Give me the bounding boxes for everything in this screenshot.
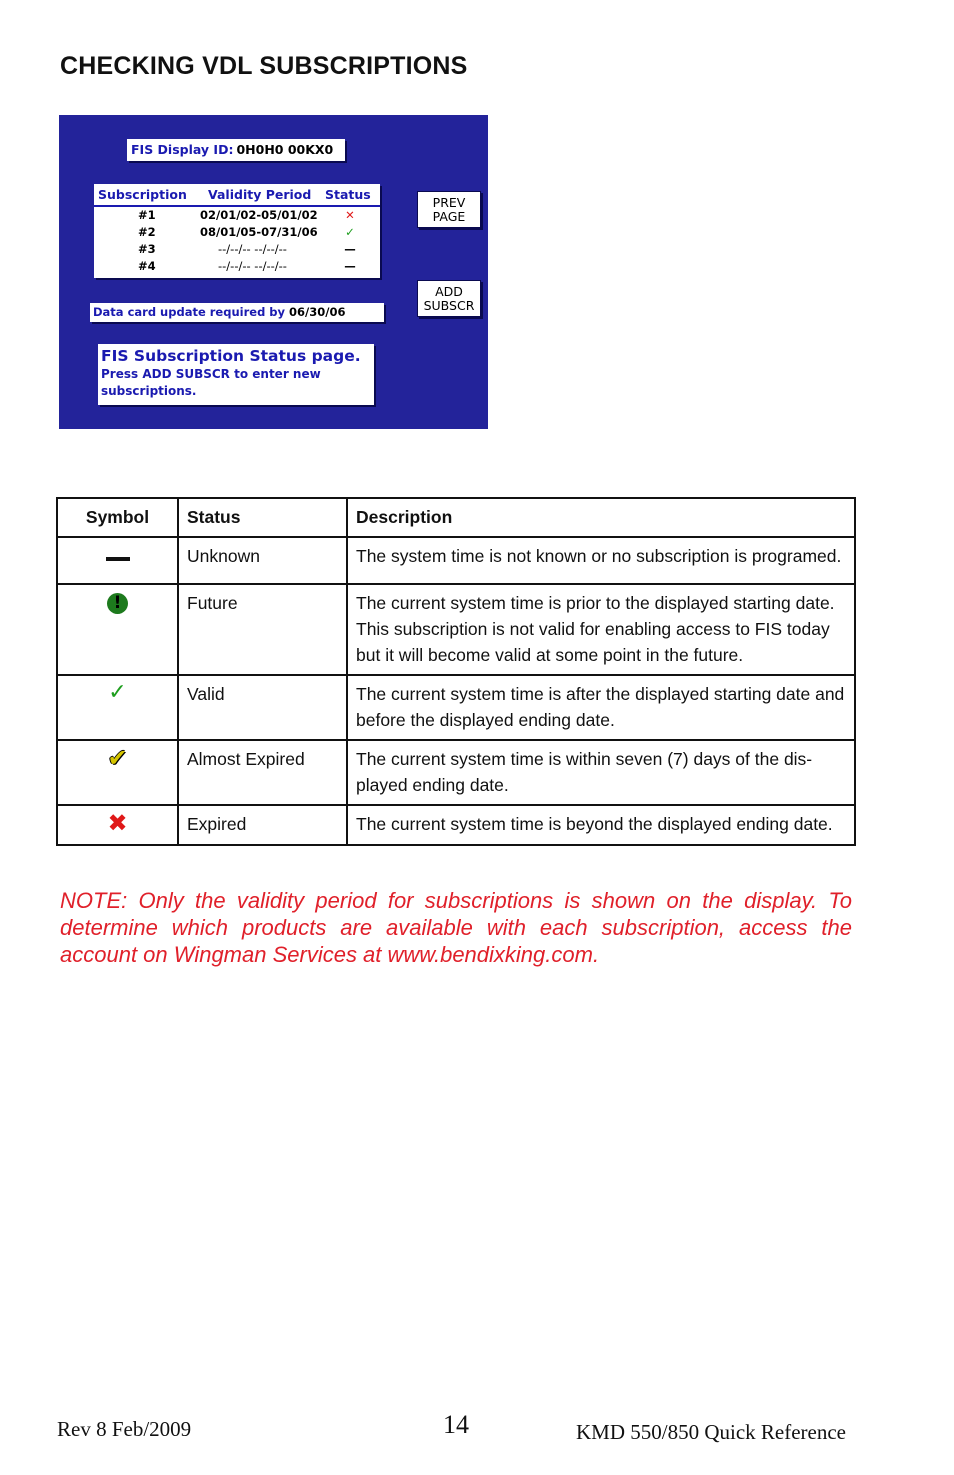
page-title: CHECKING VDL SUBSCRIPTIONS bbox=[60, 52, 468, 80]
display-id-field bbox=[127, 139, 345, 161]
subscription-row bbox=[94, 224, 380, 241]
validity-period: 02/01/02-05/01/02 bbox=[200, 208, 318, 222]
status-cell: Almost Expired bbox=[178, 740, 347, 805]
dash-icon: — bbox=[344, 259, 356, 273]
prev-page-button[interactable]: PREV PAGE bbox=[417, 191, 481, 228]
subscription-row bbox=[94, 241, 380, 258]
check-icon: ✓ bbox=[345, 225, 355, 239]
subscription-number: #4 bbox=[138, 259, 156, 273]
x-icon: ✕ bbox=[345, 208, 355, 222]
table-row bbox=[57, 537, 855, 584]
subscription-list bbox=[94, 184, 380, 278]
data-card-date: 06/30/06 bbox=[289, 305, 346, 319]
note-text: NOTE: Only the validity period for subscriptions is shown on the display. To determine which products are available with each subscription, access the account on Wingman Services at www.bendixking.com. bbox=[60, 888, 852, 967]
symbol-cell bbox=[57, 537, 178, 584]
device-screen bbox=[59, 115, 488, 429]
yellow-check-icon: ✔ bbox=[107, 744, 128, 772]
header-validity-period: Validity Period bbox=[208, 187, 312, 202]
data-card-label: Data card update required by bbox=[93, 305, 286, 319]
subscription-row bbox=[94, 207, 380, 224]
exclamation-circle-icon: ! bbox=[107, 593, 128, 614]
footer-revision: Rev 8 Feb/2009 bbox=[57, 1417, 192, 1441]
table-row bbox=[57, 675, 855, 740]
validity-period: --/--/-- --/--/-- bbox=[218, 242, 287, 256]
subscription-number: #3 bbox=[138, 242, 156, 256]
description-cell: The current system time is beyond the displayed ending date. bbox=[347, 805, 855, 845]
footer-document-title: KMD 550/850 Quick Reference bbox=[576, 1420, 847, 1444]
message-title: FIS Subscription Status page. bbox=[101, 347, 361, 365]
header-subscription: Subscription bbox=[98, 187, 187, 202]
table-row bbox=[57, 584, 855, 675]
validity-period: --/--/-- --/--/-- bbox=[218, 259, 287, 273]
display-id-value: 0H0H0 00KX0 bbox=[236, 142, 334, 157]
subscription-number: #2 bbox=[138, 225, 156, 239]
dash-icon: — bbox=[344, 242, 356, 256]
subscription-row bbox=[94, 258, 380, 275]
table-header-row bbox=[57, 498, 855, 537]
symbol-cell bbox=[57, 675, 178, 740]
symbol-cell bbox=[57, 740, 178, 805]
display-id-label: FIS Display ID: bbox=[131, 142, 234, 157]
status-cell: Expired bbox=[178, 805, 347, 845]
data-card-notice bbox=[90, 303, 384, 322]
status-cell: Future bbox=[178, 584, 347, 675]
description-cell: The current system time is prior to the displayed starting date. This subscription is not valid for enabling access to FIS today but it will become valid at some point in the future. bbox=[347, 584, 855, 675]
table-row bbox=[57, 740, 855, 805]
table-row bbox=[57, 805, 855, 845]
header-status: Status bbox=[325, 187, 371, 202]
subscription-list-header bbox=[94, 184, 380, 207]
symbol-cell bbox=[57, 584, 178, 675]
status-message bbox=[98, 344, 374, 405]
status-cell: Valid bbox=[178, 675, 347, 740]
description-cell: The current system time is after the displayed starting date and before the displayed ending date. bbox=[347, 675, 855, 740]
status-cell: Unknown bbox=[178, 537, 347, 584]
message-body: Press ADD SUBSCR to enter new subscriptions. bbox=[101, 367, 321, 398]
subscription-number: #1 bbox=[138, 208, 156, 222]
add-subscr-button[interactable]: ADD SUBSCR bbox=[417, 280, 481, 317]
symbol-table bbox=[56, 497, 856, 846]
header-description: Description bbox=[347, 498, 855, 537]
description-cell: The current system time is within seven (7) days of the dis-played ending date. bbox=[347, 740, 855, 805]
page-number: 14 bbox=[443, 1410, 469, 1439]
header-status: Status bbox=[178, 498, 347, 537]
x-icon: ✖ bbox=[107, 809, 128, 837]
header-symbol: Symbol bbox=[57, 498, 178, 537]
validity-period: 08/01/05-07/31/06 bbox=[200, 225, 318, 239]
symbol-cell bbox=[57, 805, 178, 845]
dash-icon bbox=[106, 557, 130, 561]
description-cell: The system time is not known or no subscription is programed. bbox=[347, 537, 855, 584]
check-icon: ✓ bbox=[108, 680, 127, 705]
